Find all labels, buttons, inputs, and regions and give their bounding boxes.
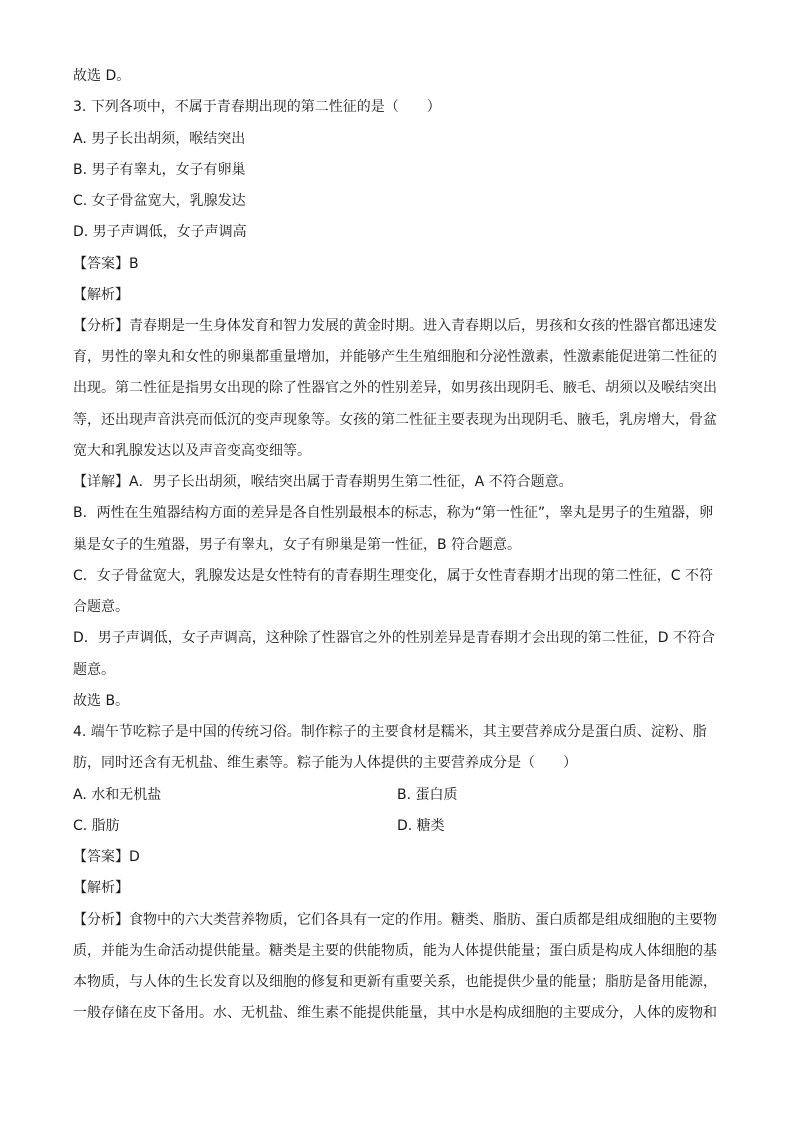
q3-option-a: A. 男子长出胡须，喉结突出 [73, 131, 246, 147]
q3-detail-d-cont: 题意。 [73, 662, 115, 678]
conclusion-q3: 故选 B。 [73, 693, 130, 709]
q3-detail-a: 【详解】A．男子长出胡须，喉结突出属于青春期男生第二性征，A 不符合题意。 [73, 474, 573, 490]
q3-analysis-line: 出现。第二性征是指男女出现的除了性器官之外的性别差异，如男孩出现阴毛、腋毛、胡须以及喉结突出 [73, 380, 717, 396]
q4-analysis-line: 本物质，与人体的生长发育以及细胞的修复和更新有重要关系，也能提供少量的能量；脂肪是备用能源， [73, 974, 717, 990]
question-4-stem: 4. 端午节吃粽子是中国的传统习俗。制作粽子的主要食材是糯米，其主要营养成分是蛋白质、淀粉、脂 [73, 724, 707, 740]
q4-analysis-heading: 【解析】 [73, 880, 129, 896]
question-3-stem: 3. 下列各项中，不属于青春期出现的第二性征的是（ ） [73, 99, 441, 115]
q3-analysis-heading: 【解析】 [73, 287, 129, 303]
q3-detail-c: C．女子骨盆宽大，乳腺发达是女性特有的青春期生理变化，属于女性青春期才出现的第二性征，C 不符 [73, 568, 713, 584]
q3-analysis-line: 宽大和乳腺发达以及声音变高变细等。 [73, 443, 311, 459]
q4-option-b: B. 蛋白质 [397, 787, 458, 803]
q3-option-c: C. 女子骨盆宽大，乳腺发达 [73, 193, 246, 209]
q4-analysis-line: 质，并能为生命活动提供能量。糖类是主要的供能物质，能为人体提供能量；蛋白质是构成人体细胞的基 [73, 943, 717, 959]
q3-detail-c-cont: 合题意。 [73, 599, 129, 615]
q3-detail-d: D．男子声调低，女子声调高，这种除了性器官之外的性别差异是青春期才会出现的第二性征，D 不符合 [73, 630, 716, 646]
q3-option-b: B. 男子有睾丸，女子有卵巢 [73, 162, 246, 178]
q3-analysis-line: 育，男性的睾丸和女性的卵巢都重量增加，并能够产生生殖细胞和分泌性激素，性激素能促进第二性征的 [73, 349, 717, 365]
q4-options-row-1 [73, 786, 723, 804]
q4-answer: 【答案】D [73, 849, 140, 865]
q4-option-c: C. 脂肪 [73, 818, 120, 834]
q4-options-row-2 [73, 817, 723, 835]
q3-detail-b-cont: 巢是女子的生殖器，男子有睾丸，女子有卵巢是第一性征，B 符合题意。 [73, 537, 522, 553]
q4-option-a: A. 水和无机盐 [73, 787, 162, 803]
q3-option-d: D. 男子声调低，女子声调高 [73, 224, 247, 240]
q3-answer: 【答案】B [73, 256, 139, 272]
question-4-stem-cont: 肪，同时还含有无机盐、维生素等。粽子能为人体提供的主要营养成分是（ ） [73, 755, 577, 771]
q4-analysis-line: 一般存储在皮下备用。水、无机盐、维生素不能提供能量，其中水是构成细胞的主要成分，人体的废物和 [73, 1005, 717, 1021]
q4-option-d: D. 糖类 [397, 818, 445, 834]
conclusion-q2: 故选 D。 [73, 68, 131, 84]
q3-analysis-line: 【分析】青春期是一生身体发育和智力发展的黄金时期。进入青春期以后，男孩和女孩的性器官都迅速发 [73, 318, 717, 334]
q3-detail-b: B．两性在生殖器结构方面的差异是各自性别最根本的标志，称为“第一性征”，睾丸是男子的生殖器，卵 [73, 505, 714, 521]
q3-analysis-line: 等，还出现声音洪亮而低沉的变声现象等。女孩的第二性征主要表现为出现阴毛、腋毛，乳房增大，骨盆 [73, 412, 717, 428]
q4-analysis-line: 【分析】食物中的六大类营养物质，它们各具有一定的作用。糖类、脂肪、蛋白质都是组成细胞的主要物 [73, 912, 717, 928]
